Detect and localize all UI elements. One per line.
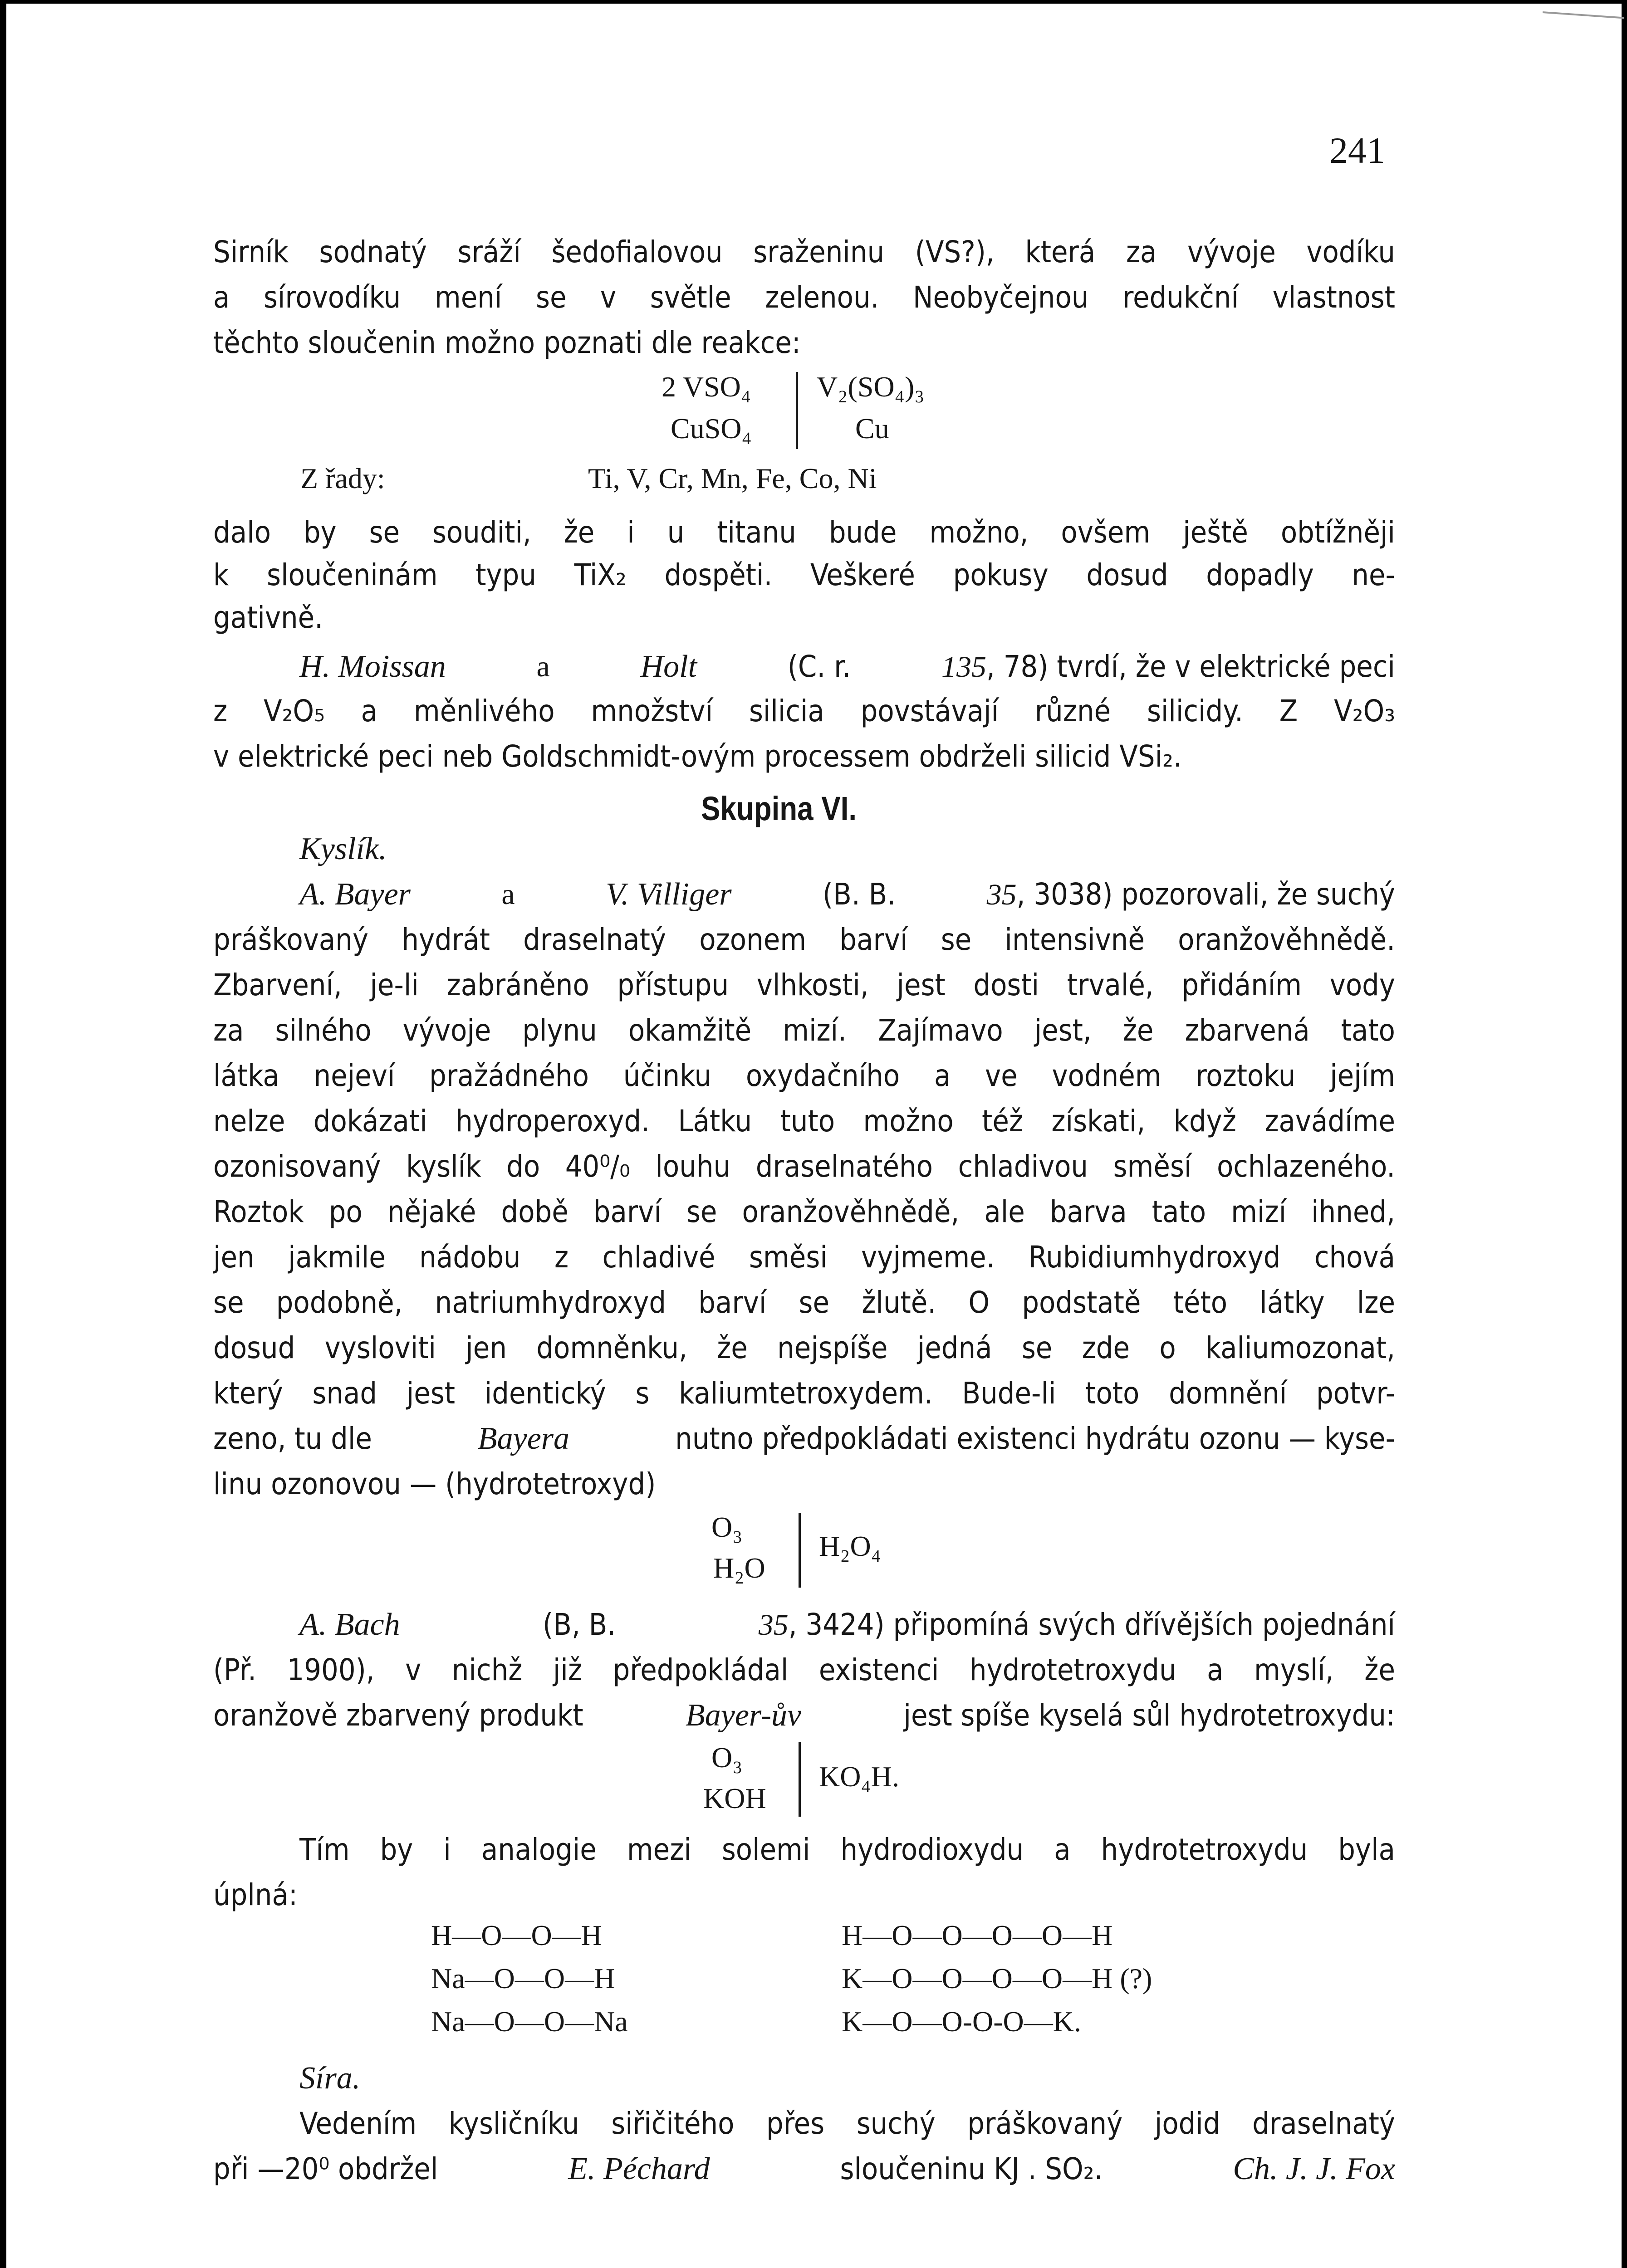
para1-line2: a sírovodíku mení se v světle zelenou. Neobyčejnou redukční vlastnost	[213, 280, 1395, 315]
para4-line: jen jakmile nádobu z chladivé směsi vyjmeme. Rubidiumhydroxyd chová	[213, 1240, 1395, 1275]
ref-rest-3: , 3424) připomíná svých dřívějších pojednání	[788, 1607, 1395, 1642]
ref-volume-2: 35	[986, 878, 1017, 911]
line3-pre: oranžově zbarvený produkt	[213, 1698, 583, 1733]
line2-pre: při —20⁰ obdržel	[213, 2151, 438, 2186]
ref-citation	[941, 641, 1395, 693]
ref-volume-3: 35	[758, 1608, 789, 1642]
para4-line: látka nejeví pražádného účinku oxydačního a ve vodném roztoku jejím	[213, 1058, 1395, 1093]
ozone-right: H₂O₄	[819, 1530, 882, 1562]
reaction-divider	[796, 372, 798, 449]
ozone-left-top: O₃	[711, 1511, 743, 1543]
para6-line1: Tím by i analogie mezi solemi hydrodioxydu a hydrotetroxydu byla	[299, 1832, 1395, 1867]
para3-line2: z V₂O₅ a měnlivého množství silicia povstávají různé silicidy. Z V₂O₃	[213, 694, 1395, 728]
ref-prefix-2: (B. B.	[822, 877, 896, 912]
line-b-pre: zeno, tu dle	[213, 1421, 372, 1456]
para2-line2: k sloučeninám typu TiX₂ dospěti. Veškeré pokusy dosud dopadly ne-	[213, 557, 1395, 592]
subsection-kyslik: Kyslík.	[299, 831, 387, 866]
series-label: Z řady:	[300, 462, 385, 494]
author-pechard: E. Péchard	[568, 2151, 710, 2186]
ref-prefix-3: (B, B.	[543, 1607, 616, 1642]
structure-left: H—O—O—H	[431, 1919, 602, 1951]
reaction-left-top: 2 VSO₄	[662, 371, 751, 403]
para4-line: za silného vývoje plynu okamžitě mizí. Zajímavo jest, že zbarvená tato	[213, 1013, 1395, 1048]
author-fox: Ch. J. J. Fox	[1233, 2151, 1395, 2186]
para6-line2: úplná:	[213, 1877, 298, 1912]
ref-rest-2: , 3038) pozorovali, že suchý	[1016, 877, 1395, 912]
conj-a: a	[536, 650, 550, 683]
line3-post: jest spíše kyselá sůl hydrotetroxydu:	[903, 1698, 1395, 1733]
line-b-post: nutno předpokládati existenci hydrátu ozonu — kyse-	[675, 1421, 1395, 1456]
koh-left-bottom: KOH	[703, 1782, 766, 1814]
author-moissan: H. Moissan	[299, 649, 446, 684]
author-bach: A. Bach	[299, 1607, 400, 1642]
para2-line3: gativně.	[213, 600, 323, 635]
author-holt: Holt	[640, 649, 697, 684]
para4-line: který snad jest identický s kaliumtetroxydem. Bude-li toto domnění potvr-	[213, 1376, 1395, 1411]
para4-line1	[299, 869, 1395, 920]
reaction-right-bottom: Cu	[855, 412, 889, 445]
para4-line: se podobně, natriumhydroxyd barví se žlutě. O podstatě této látky lze	[213, 1285, 1395, 1320]
ref-volume: 135	[941, 650, 987, 684]
para4-last: linu ozonovou — (hydrotetroxyd)	[213, 1466, 656, 1501]
ref-rest: , 78) tvrdí, že v elektrické peci	[986, 649, 1395, 684]
section-heading: Skupina VI.	[701, 790, 857, 827]
ozone-left-bottom: H₂O	[713, 1552, 765, 1584]
koh-divider	[799, 1742, 801, 1817]
para7-line1: Vedením kysličníku siřičitého přes suchý práškovaný jodid draselnatý	[299, 2106, 1395, 2141]
subsection-sira: Síra.	[299, 2061, 361, 2096]
para1-line3: těchto sloučenin možno poznati dle reakce:	[213, 325, 801, 360]
series-elements: Ti, V, Cr, Mn, Fe, Co, Ni	[588, 462, 877, 494]
ref-citation-2	[987, 869, 1395, 920]
conj-a2: a	[501, 878, 515, 911]
para4-line: Roztok po nějaké době barví se oranžověhnědě, ale barva tato mizí ihned,	[213, 1194, 1395, 1229]
author-villiger: V. Villiger	[606, 877, 732, 912]
structure-right: H—O—O—O—O—H	[842, 1919, 1113, 1951]
structure-left: Na—O—O—Na	[431, 2005, 628, 2038]
ref-prefix: (C. r.	[787, 649, 851, 684]
para7-line2	[213, 2144, 1395, 2195]
structure-left: Na—O—O—H	[431, 1962, 615, 1994]
author-bayera: Bayera	[477, 1421, 570, 1456]
page-number: 241	[1329, 130, 1385, 171]
reaction-right-top: V₂(SO₄)₃	[817, 371, 925, 403]
para1-line1: Sirník sodnatý sráží šedofialovou sraženinu (VS?), která za vývoje vodíku	[213, 235, 1395, 269]
para5-line2: (Př. 1900), v nichž již předpokládal existenci hydrotetroxydu a myslí, že	[213, 1652, 1395, 1687]
para4-line: práškovaný hydrát draselnatý ozonem barví se intensivně oranžověhnědě.	[213, 922, 1395, 957]
line2-mid: sloučeninu KJ . SO₂.	[840, 2151, 1103, 2186]
para4-line: ozonisovaný kyslík do 40⁰/₀ louhu draselnatého chladivou směsí ochlazeného.	[213, 1149, 1395, 1184]
para3-line3: v elektrické peci neb Goldschmidt-ovým processem obdrželi silicid VSi₂.	[213, 739, 1182, 774]
author-bayer-uv: Bayer-ův	[685, 1698, 802, 1733]
structure-right: K—O—O-O-O—K.	[842, 2005, 1081, 2038]
para4-line: Zbarvení, je-li zabráněno přístupu vlhkosti, jest dosti trvalé, přidáním vody	[213, 968, 1395, 1002]
para4-line: dosud vysloviti jen domněnku, že nejspíše jedná se zde o kaliumozonat,	[213, 1330, 1395, 1365]
para2-line1: dalo by se souditi, že i u titanu bude možno, ovšem ještě obtížněji	[213, 515, 1395, 550]
para3-line1	[299, 641, 1395, 693]
ref-citation-3	[759, 1599, 1395, 1651]
para4-line: nelze dokázati hydroperoxyd. Látku tuto možno též získati, když zavádíme	[213, 1104, 1395, 1139]
ozone-divider	[799, 1513, 801, 1588]
para4-line-bayera	[213, 1413, 1395, 1464]
koh-right: KO₄H.	[819, 1760, 899, 1793]
para5-line3	[213, 1690, 1395, 1741]
para5-line1	[299, 1599, 1395, 1651]
structure-right: K—O—O—O—O—H (?)	[842, 1962, 1152, 1994]
reaction-left-bottom: CuSO₄	[671, 412, 752, 445]
koh-left-top: O₃	[711, 1741, 743, 1774]
author-bayer: A. Bayer	[299, 877, 411, 912]
